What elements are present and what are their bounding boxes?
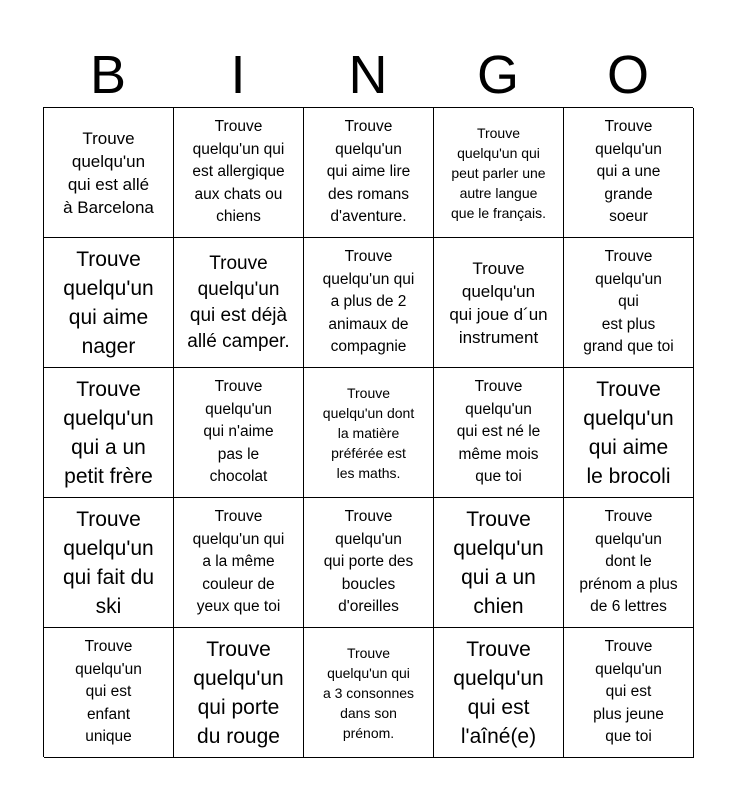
- bingo-cell-r1-c4[interactable]: Trouve quelqu'un qui peut parler une autre langue que le français.: [434, 108, 564, 238]
- header-letter-n: N: [348, 45, 388, 105]
- bingo-cell-r4-c5[interactable]: Trouve quelqu'un dont le prénom a plus de 6 lettres: [564, 498, 694, 628]
- bingo-cell-r2-c3[interactable]: Trouve quelqu'un qui a plus de 2 animaux de compagnie: [304, 238, 434, 368]
- header-letter-o: O: [606, 45, 649, 105]
- bingo-cell-r1-c2[interactable]: Trouve quelqu'un qui est allergique aux chats ou chiens: [174, 108, 304, 238]
- bingo-cell-r5-c3[interactable]: Trouve quelqu'un qui a 3 consonnes dans son prénom.: [304, 628, 434, 758]
- bingo-cell-r5-c2[interactable]: Trouve quelqu'un qui porte du rouge: [174, 628, 304, 758]
- bingo-header: [43, 44, 693, 106]
- bingo-cell-r1-c3[interactable]: Trouve quelqu'un qui aime lire des romans d'aventure.: [304, 108, 434, 238]
- header-letter-b: B: [89, 45, 127, 105]
- header-letter-i: I: [230, 45, 246, 105]
- bingo-cell-r3-c1[interactable]: Trouve quelqu'un qui a un petit frère: [44, 368, 174, 498]
- bingo-cell-r2-c2[interactable]: Trouve quelqu'un qui est déjà allé camper.: [174, 238, 304, 368]
- bingo-cell-r3-c3[interactable]: Trouve quelqu'un dont la matière préférée est les maths.: [304, 368, 434, 498]
- bingo-cell-r2-c4[interactable]: Trouve quelqu'un qui joue d´un instrument: [434, 238, 564, 368]
- bingo-cell-r5-c5[interactable]: Trouve quelqu'un qui est plus jeune que toi: [564, 628, 694, 758]
- bingo-cell-r3-c5[interactable]: Trouve quelqu'un qui aime le brocoli: [564, 368, 694, 498]
- bingo-cell-r1-c1[interactable]: Trouve quelqu'un qui est allé à Barcelona: [44, 108, 174, 238]
- bingo-cell-r1-c5[interactable]: Trouve quelqu'un qui a une grande soeur: [564, 108, 694, 238]
- bingo-cell-r4-c3[interactable]: Trouve quelqu'un qui porte des boucles d'oreilles: [304, 498, 434, 628]
- bingo-cell-r3-c4[interactable]: Trouve quelqu'un qui est né le même mois que toi: [434, 368, 564, 498]
- bingo-cell-r4-c2[interactable]: Trouve quelqu'un qui a la même couleur de yeux que toi: [174, 498, 304, 628]
- bingo-cell-r2-c5[interactable]: Trouve quelqu'un qui est plus grand que toi: [564, 238, 694, 368]
- bingo-board: [43, 107, 693, 757]
- bingo-cell-r4-c4[interactable]: Trouve quelqu'un qui a un chien: [434, 498, 564, 628]
- bingo-cell-r5-c1[interactable]: Trouve quelqu'un qui est enfant unique: [44, 628, 174, 758]
- bingo-cell-r3-c2[interactable]: Trouve quelqu'un qui n'aime pas le chocolat: [174, 368, 304, 498]
- bingo-cell-r5-c4[interactable]: Trouve quelqu'un qui est l'aîné(e): [434, 628, 564, 758]
- bingo-cell-r4-c1[interactable]: Trouve quelqu'un qui fait du ski: [44, 498, 174, 628]
- header-letter-g: G: [476, 45, 519, 105]
- bingo-cell-r2-c1[interactable]: Trouve quelqu'un qui aime nager: [44, 238, 174, 368]
